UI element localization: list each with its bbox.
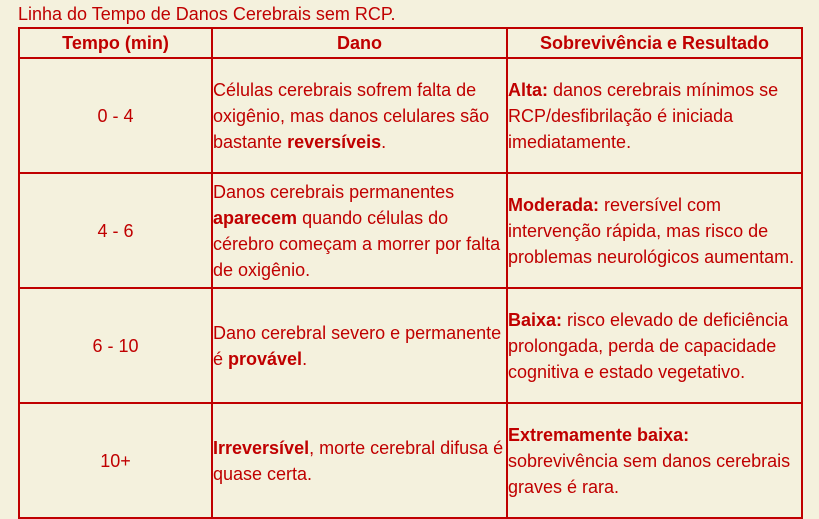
time-cell: 4 - 6: [19, 173, 212, 288]
header-damage: Dano: [212, 28, 507, 58]
damage-emphasis: provável: [228, 348, 303, 369]
survival-level: Extremamente baixa:: [508, 424, 690, 445]
damage-text-end: .: [302, 348, 308, 369]
survival-text: risco elevado de deficiência prolongada, perda de capacidade cognitiva e estado vegetativo.: [508, 309, 789, 382]
damage-emphasis: Irreversível: [213, 437, 310, 458]
damage-text-end: quando células do cérebro começam a morrer por falta de oxigênio.: [213, 207, 501, 280]
survival-cell: [507, 58, 802, 173]
damage-text: Células cerebrais sofrem falta de oxigênio, mas danos celulares são bastante: [213, 79, 490, 152]
damage-text: Danos cerebrais permanentes: [213, 181, 455, 202]
document-title: Linha do Tempo de Danos Cerebrais sem RCP.: [18, 4, 396, 24]
survival-text: reversível com intervenção rápida, mas risco de problemas neurológicos aumentam.: [508, 194, 795, 267]
damage-cell: [212, 403, 507, 518]
timeline-table: [18, 27, 803, 519]
damage-cell: [212, 288, 507, 403]
table-row: [19, 58, 802, 173]
damage-text-end: .: [381, 131, 387, 152]
survival-text: danos cerebrais mínimos se RCP/desfibrilação é iniciada imediatamente.: [508, 79, 779, 152]
damage-text: Dano cerebral severo e permanente é: [213, 322, 502, 369]
survival-cell: [507, 288, 802, 403]
survival-text: sobrevivência sem danos cerebrais graves é rara.: [508, 450, 791, 497]
damage-emphasis: reversíveis: [287, 131, 382, 152]
damage-emphasis: aparecem: [213, 207, 298, 228]
header-time: Tempo (min): [19, 28, 212, 58]
table-row: [19, 288, 802, 403]
time-cell: 10+: [19, 403, 212, 518]
header-row: [19, 28, 802, 58]
survival-level: Alta:: [508, 79, 548, 100]
survival-cell: [507, 403, 802, 518]
header-survival: Sobrevivência e Resultado: [507, 28, 802, 58]
damage-cell: [212, 58, 507, 173]
time-cell: 0 - 4: [19, 58, 212, 173]
time-cell: 6 - 10: [19, 288, 212, 403]
damage-cell: [212, 173, 507, 288]
damage-text-end: , morte cerebral difusa é quase certa.: [213, 437, 504, 484]
table-row: [19, 403, 802, 518]
table-row: [19, 173, 802, 288]
survival-level: Moderada:: [508, 194, 600, 215]
survival-cell: [507, 173, 802, 288]
survival-level: Baixa:: [508, 309, 563, 330]
